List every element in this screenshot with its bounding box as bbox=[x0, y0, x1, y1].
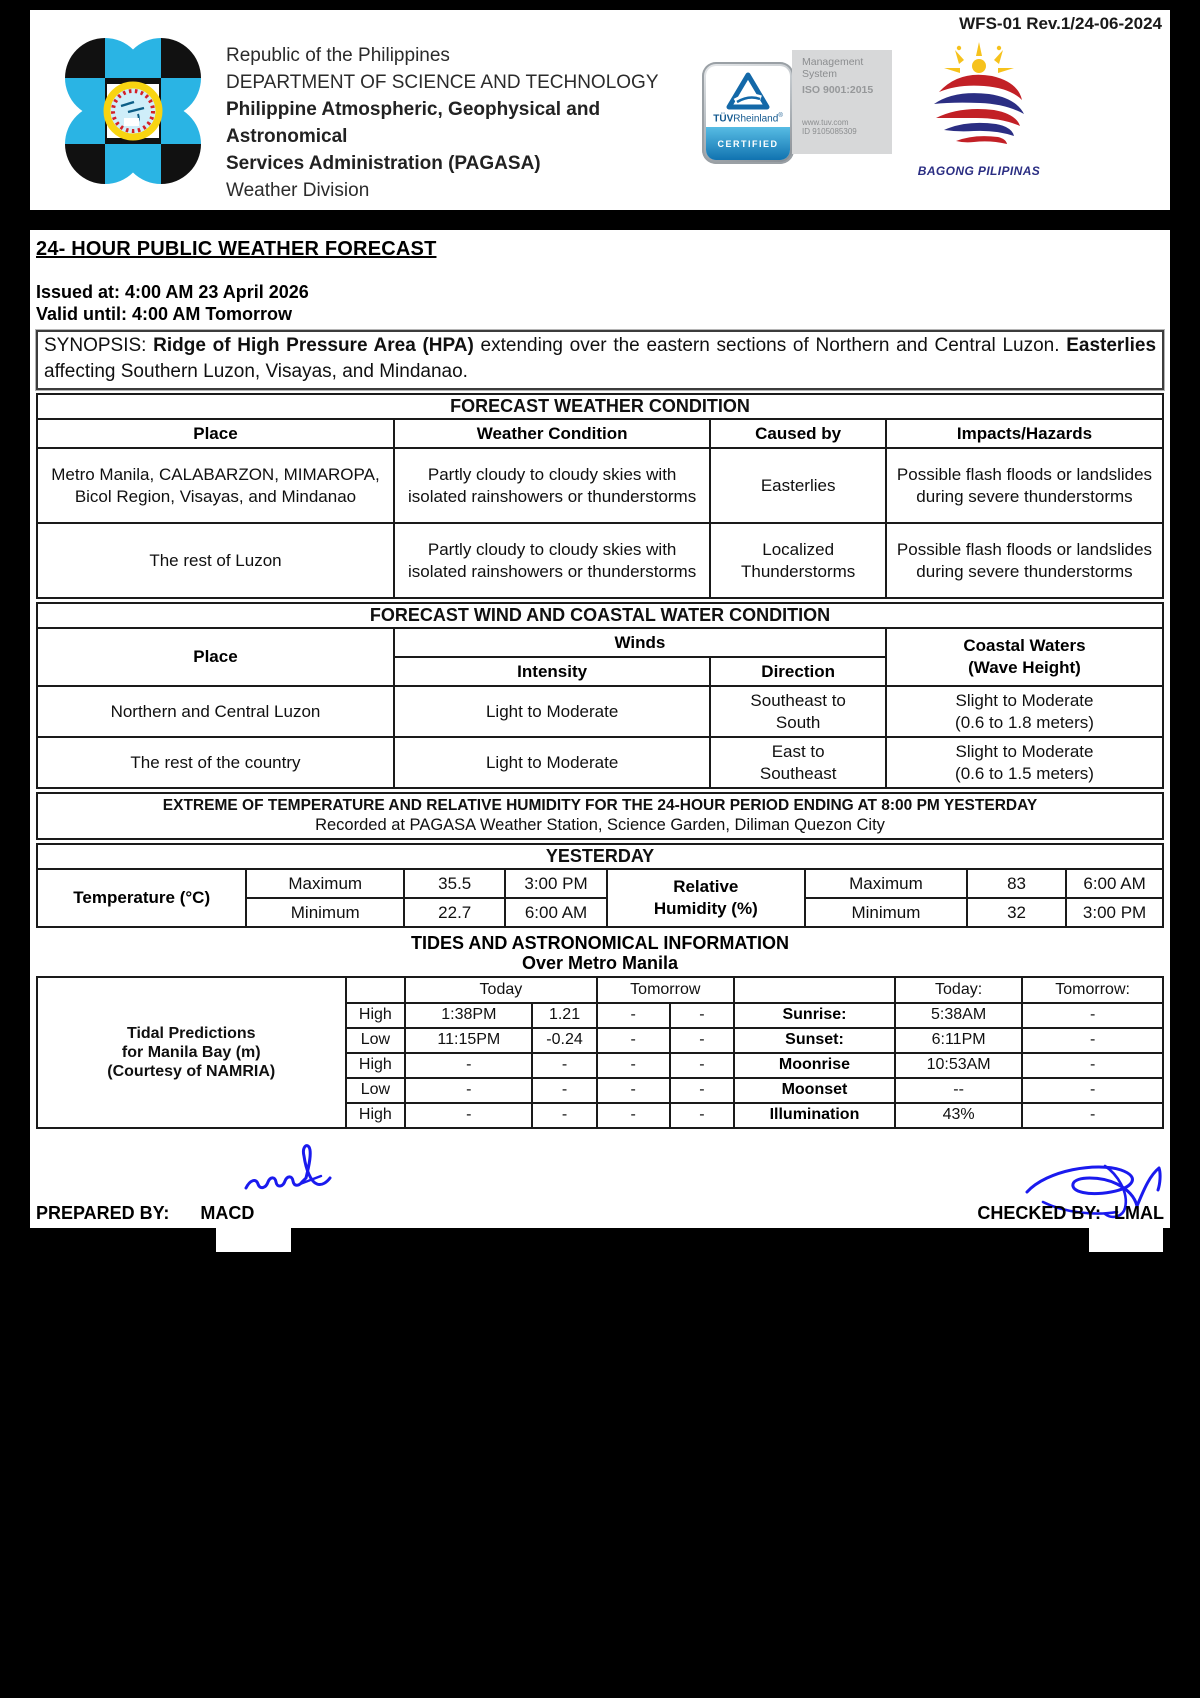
temp-max-time: 3:00 PM bbox=[505, 869, 606, 898]
tide3-tomorrow-height: - bbox=[670, 1053, 734, 1078]
tide1-tomorrow-height: - bbox=[670, 1003, 734, 1028]
tide1-tomorrow-time: - bbox=[597, 1003, 670, 1028]
sunrise-tomorrow: - bbox=[1022, 1003, 1163, 1028]
agency-line-pagasa-1: Philippine Atmospheric, Geophysical and Astronomical bbox=[226, 99, 601, 147]
rh-min-label: Minimum bbox=[805, 898, 967, 927]
moonrise-label: Moonrise bbox=[734, 1053, 895, 1078]
forecast-sheet bbox=[30, 230, 1170, 1228]
weather-row1-condition: Partly cloudy to cloudy skies with isolated rainshowers or thunderstorms bbox=[394, 448, 710, 523]
wind-row1-coastal-1: Slight to Moderate bbox=[955, 690, 1094, 710]
tuv-iso-panel bbox=[792, 50, 892, 154]
valid-until-line: Valid until: 4:00 AM Tomorrow bbox=[36, 304, 293, 324]
weather-row1-place: Metro Manila, CALABARZON, MIMAROPA, Bicol Region, Visayas, and Mindanao bbox=[37, 448, 394, 523]
synopsis-hpa: Ridge of High Pressure Area (HPA) bbox=[153, 335, 474, 356]
synopsis-mid: extending over the eastern sections of Northern and Central Luzon. bbox=[473, 335, 1067, 356]
tide4-today-height: - bbox=[532, 1078, 596, 1103]
wind-col-intensity: Intensity bbox=[394, 657, 710, 686]
wind-row2-coastal bbox=[886, 737, 1163, 788]
tuv-wordmark bbox=[713, 111, 782, 124]
wind-col-direction: Direction bbox=[710, 657, 886, 686]
humidity-label bbox=[607, 869, 805, 927]
moonset-label: Moonset bbox=[734, 1078, 895, 1103]
moonset-tomorrow: - bbox=[1022, 1078, 1163, 1103]
tidal-label-2: for Manila Bay (m) bbox=[121, 1044, 261, 1062]
form-code: WFS-01 Rev.1/24-06-2024 bbox=[959, 14, 1162, 33]
rh-min-value: 32 bbox=[967, 898, 1066, 927]
rh-max-time: 6:00 AM bbox=[1066, 869, 1163, 898]
wind-col-place: Place bbox=[37, 628, 394, 686]
sunrise-today: 5:38AM bbox=[895, 1003, 1022, 1028]
wind-row1-coastal-2: (0.6 to 1.8 meters) bbox=[955, 712, 1094, 732]
weather-row-1 bbox=[37, 448, 1163, 523]
tuv-website: www.tuv.com bbox=[802, 118, 849, 127]
wind-col-winds: Winds bbox=[394, 628, 886, 657]
tides-subtitle-line: Over Metro Manila bbox=[521, 953, 679, 974]
tides-table bbox=[36, 976, 1164, 1129]
rh-max-value: 83 bbox=[967, 869, 1066, 898]
extremes-heading-box bbox=[36, 792, 1164, 840]
forecast-wind-table bbox=[36, 602, 1164, 789]
tide4-tomorrow-time: - bbox=[597, 1078, 670, 1103]
sunrise-label: Sunrise: bbox=[734, 1003, 895, 1028]
tide2-tomorrow-time: - bbox=[597, 1028, 670, 1053]
tide3-level: High bbox=[346, 1053, 406, 1078]
wind-row1-coastal bbox=[886, 686, 1163, 737]
prepared-by-initials: MACD bbox=[200, 1203, 255, 1223]
wind-col-coastal bbox=[886, 628, 1163, 686]
wind-row1-direction bbox=[710, 686, 886, 737]
sunset-today: 6:11PM bbox=[895, 1028, 1022, 1053]
rh-min-time: 3:00 PM bbox=[1066, 898, 1163, 927]
coastal-waters-label-1: Coastal Waters bbox=[963, 636, 1086, 656]
temperature-label: Temperature (°C) bbox=[37, 869, 246, 927]
tidal-predictions-label bbox=[37, 977, 346, 1128]
agency-line-pagasa-2: Services Administration (PAGASA) bbox=[226, 153, 541, 174]
synopsis-prefix: SYNOPSIS: bbox=[44, 335, 154, 356]
tide1-level: High bbox=[346, 1003, 406, 1028]
tide5-tomorrow-height: - bbox=[670, 1103, 734, 1128]
tuv-certified-band: CERTIFIED bbox=[706, 127, 790, 160]
tide3-tomorrow-time: - bbox=[597, 1053, 670, 1078]
tuv-iso-number: ISO 9001:2015 bbox=[802, 84, 874, 96]
tuv-rheinland-certified-badge-icon bbox=[702, 62, 794, 164]
tide1-today-height: 1.21 bbox=[532, 1003, 596, 1028]
tuv-mgmt-line2: System bbox=[802, 68, 838, 80]
synopsis-suffix: affecting Southern Luzon, Visayas, and Mindanao. bbox=[44, 361, 468, 382]
issued-at-line: Issued at: 4:00 AM 23 April 2026 bbox=[36, 282, 309, 302]
illumination-label: Illumination bbox=[734, 1103, 895, 1128]
tides-section-title bbox=[36, 933, 1164, 973]
wind-row1-intensity: Light to Moderate bbox=[394, 686, 710, 737]
checked-by-label: CHECKED BY: bbox=[977, 1203, 1101, 1223]
rh-max-label: Maximum bbox=[805, 869, 967, 898]
wind-row1-direction-1: Southeast to bbox=[750, 690, 846, 710]
tuv-triangle-icon bbox=[725, 71, 771, 111]
moonrise-tomorrow: - bbox=[1022, 1053, 1163, 1078]
wind-row2-direction-2: Southeast bbox=[759, 763, 837, 783]
pagasa-dost-logo-icon bbox=[58, 32, 208, 190]
tuv-mgmt-line1: Management bbox=[802, 56, 864, 68]
illumination-tomorrow: - bbox=[1022, 1103, 1163, 1128]
temp-min-label: Minimum bbox=[246, 898, 404, 927]
tide5-today-time: - bbox=[405, 1103, 532, 1128]
wind-row2-direction bbox=[710, 737, 886, 788]
temp-min-value: 22.7 bbox=[404, 898, 505, 927]
humidity-label-2: Humidity (%) bbox=[653, 899, 758, 919]
weather-table-title: FORECAST WEATHER CONDITION bbox=[37, 394, 1163, 419]
weather-row2-condition: Partly cloudy to cloudy skies with isolated rainshowers or thunderstorms bbox=[394, 523, 710, 598]
synopsis-box bbox=[36, 330, 1164, 390]
sunset-tomorrow: - bbox=[1022, 1028, 1163, 1053]
yesterday-label: YESTERDAY bbox=[37, 844, 1163, 869]
tuv-wordmark-bold: TÜV bbox=[713, 113, 734, 125]
tides-title-line: TIDES AND ASTRONOMICAL INFORMATION bbox=[411, 933, 789, 954]
bagong-pilipinas-emblem-icon bbox=[914, 40, 1044, 158]
tuv-badge-inner bbox=[706, 66, 790, 160]
checked-by-initials: LMAL bbox=[1114, 1203, 1164, 1223]
tide2-today-height: -0.24 bbox=[532, 1028, 596, 1053]
wind-row2-coastal-2: (0.6 to 1.5 meters) bbox=[955, 763, 1094, 783]
agency-line-division: Weather Division bbox=[226, 180, 370, 201]
wind-row1-place: Northern and Central Luzon bbox=[37, 686, 394, 737]
moonrise-today: 10:53AM bbox=[895, 1053, 1022, 1078]
tide5-tomorrow-time: - bbox=[597, 1103, 670, 1128]
weather-col-place: Place bbox=[37, 419, 394, 448]
weather-col-caused-by: Caused by bbox=[710, 419, 886, 448]
wind-row2-coastal-1: Slight to Moderate bbox=[955, 741, 1094, 761]
astro-header-blank bbox=[734, 977, 895, 1003]
synopsis-easterlies: Easterlies bbox=[1066, 335, 1157, 356]
agency-title-block bbox=[226, 42, 696, 204]
weather-row-2 bbox=[37, 523, 1163, 598]
scan-artifact-left bbox=[216, 1228, 291, 1252]
prepared-by-block bbox=[36, 1203, 254, 1224]
weather-col-impacts: Impacts/Hazards bbox=[886, 419, 1163, 448]
extremes-heading-cell bbox=[37, 793, 1163, 839]
tide1-today-time: 1:38PM bbox=[405, 1003, 532, 1028]
weather-row2-impacts: Possible flash floods or landslides during severe thunderstorms bbox=[886, 523, 1163, 598]
temp-max-label: Maximum bbox=[246, 869, 404, 898]
prepared-by-label: PREPARED BY: bbox=[36, 1203, 170, 1223]
document-header bbox=[30, 10, 1170, 210]
wind-table-title: FORECAST WIND AND COASTAL WATER CONDITION bbox=[37, 603, 1163, 628]
tide4-today-time: - bbox=[405, 1078, 532, 1103]
signatory-row bbox=[36, 1203, 1164, 1224]
extremes-subheading: Recorded at PAGASA Weather Station, Science Garden, Diliman Quezon City bbox=[315, 816, 885, 835]
tide2-tomorrow-height: - bbox=[670, 1028, 734, 1053]
weather-row2-caused-by: Localized Thunderstorms bbox=[710, 523, 886, 598]
weather-row2-place: The rest of Luzon bbox=[37, 523, 394, 598]
tidal-label-3: (Courtesy of NAMRIA) bbox=[107, 1063, 276, 1081]
bagong-pilipinas-logo bbox=[906, 40, 1052, 190]
tide2-today-time: 11:15PM bbox=[405, 1028, 532, 1053]
tide5-today-height: - bbox=[532, 1103, 596, 1128]
prepared-by-signature bbox=[242, 1140, 352, 1202]
agency-line-republic: Republic of the Philippines bbox=[226, 45, 450, 66]
astro-col-today: Today: bbox=[895, 977, 1022, 1003]
temp-min-time: 6:00 AM bbox=[505, 898, 606, 927]
tide2-level: Low bbox=[346, 1028, 406, 1053]
tide5-level: High bbox=[346, 1103, 406, 1128]
tides-col-tomorrow: Tomorrow bbox=[597, 977, 734, 1003]
tides-col-today: Today bbox=[405, 977, 596, 1003]
tide3-today-time: - bbox=[405, 1053, 532, 1078]
coastal-waters-label-2: (Wave Height) bbox=[968, 658, 1081, 678]
wind-row2-direction-1: East to bbox=[771, 741, 825, 761]
extremes-heading: EXTREME OF TEMPERATURE AND RELATIVE HUMIDITY FOR THE 24-HOUR PERIOD ENDING AT 8:00 PM YESTERDAY bbox=[162, 796, 1038, 814]
page-title: 24- HOUR PUBLIC WEATHER FORECAST bbox=[36, 238, 437, 260]
temp-max-value: 35.5 bbox=[404, 869, 505, 898]
astro-col-tomorrow: Tomorrow: bbox=[1022, 977, 1163, 1003]
tide3-today-height: - bbox=[532, 1053, 596, 1078]
agency-line-dost: DEPARTMENT OF SCIENCE AND TECHNOLOGY bbox=[226, 72, 659, 93]
sunset-label: Sunset: bbox=[734, 1028, 895, 1053]
wind-row-1 bbox=[37, 686, 1163, 737]
tuv-cert-id: ID 9105085309 bbox=[802, 127, 857, 136]
tide-type-header-blank bbox=[346, 977, 406, 1003]
wind-row2-intensity: Light to Moderate bbox=[394, 737, 710, 788]
weather-row1-caused-by: Easterlies bbox=[710, 448, 886, 523]
tuv-wordmark-rest: Rheinland bbox=[733, 113, 779, 125]
moonset-today: -- bbox=[895, 1078, 1022, 1103]
wind-row2-place: The rest of the country bbox=[37, 737, 394, 788]
registered-mark: ® bbox=[778, 113, 783, 119]
wind-row1-direction-2: South bbox=[775, 712, 821, 732]
illumination-today: 43% bbox=[895, 1103, 1022, 1128]
temperature-humidity-table bbox=[36, 843, 1164, 928]
checked-by-block bbox=[977, 1203, 1164, 1224]
humidity-label-1: Relative bbox=[673, 877, 739, 897]
tidal-label-1: Tidal Predictions bbox=[126, 1025, 256, 1043]
tide4-tomorrow-height: - bbox=[670, 1078, 734, 1103]
bagong-pilipinas-label: BAGONG PILIPINAS bbox=[917, 164, 1041, 178]
scan-artifact-right bbox=[1089, 1228, 1163, 1252]
weather-row1-impacts: Possible flash floods or landslides during severe thunderstorms bbox=[886, 448, 1163, 523]
tide4-level: Low bbox=[346, 1078, 406, 1103]
weather-col-condition: Weather Condition bbox=[394, 419, 710, 448]
wind-row-2 bbox=[37, 737, 1163, 788]
forecast-weather-table bbox=[36, 393, 1164, 599]
